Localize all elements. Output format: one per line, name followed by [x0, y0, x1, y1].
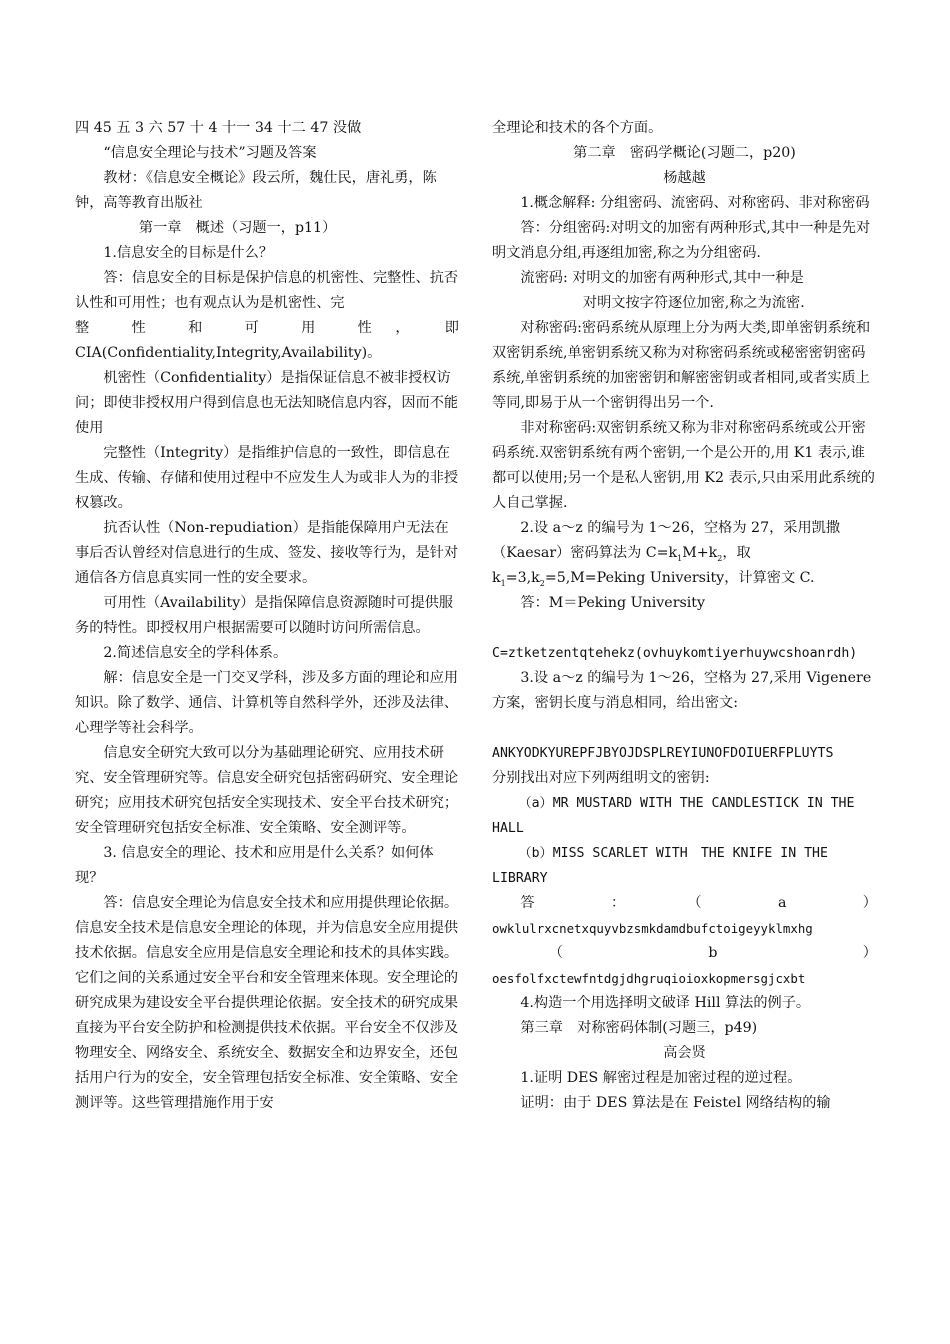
right-column — [492, 116, 877, 1116]
answer-b-label: （ b ） — [548, 945, 877, 961]
answer-2-2-plaintext: 答：M＝Peking University — [520, 595, 706, 611]
answer-1-1-justified: 整 性 和 可 用 性 ， 即 — [75, 320, 459, 336]
question-2-3: 3.设 a～z 的编号为 1～26，空格为 27,采用 Vigenere 方案，密钥长度与消息相同，给出密文: — [492, 670, 872, 711]
chapter-3-author: 高会贤 — [663, 1045, 706, 1061]
answer-1-2-part2: 信息安全研究大致可以分为基础理论研究、应用技术研究、安全管理研究等。信息安全研究包括密码研究、安全理论研究；应用技术研究包括安全实现技术、安全平台技术研究；安全管理研究包括安全标准、安全策略、安全测评等。 — [75, 745, 459, 836]
chapter-3-title: 第三章 对称密码体制(习题三，p49) — [520, 1020, 758, 1036]
question-2-1: 1.概念解释: 分组密码、流密码、对称密码、非对称密码 — [520, 195, 870, 211]
plaintext-a: （a）MR MUSTARD WITH THE CANDLESTICK IN THE HALL — [492, 796, 855, 836]
question-1-3: 3. 信息安全的理论、技术和应用是什么关系？如何体现？ — [75, 845, 434, 886]
question-1-1: 1.信息安全的目标是什么？ — [103, 245, 273, 261]
q2-text-d: =3,k — [505, 570, 540, 586]
q2-sub-1: 1 — [677, 553, 683, 563]
answer-symmetric: 对称密码:密码系统从原理上分为两大类,即单密钥系统和双密钥系统,单密钥系统又称为对称密码系统或秘密密钥密码系统,单密钥系统的加密密钥和解密密钥或者相同,或者实质上等同,即易于从一个密钥得出另一个. — [492, 320, 871, 411]
answer-a-label: 答 ： （ a ） — [520, 895, 877, 911]
q2-sub-4: 2 — [539, 578, 545, 588]
question-3-1: 1.证明 DES 解密过程是加密过程的逆过程。 — [520, 1070, 802, 1086]
q2-text-b: M+k — [682, 545, 718, 561]
question-1-2: 2.简述信息安全的学科体系。 — [103, 645, 288, 661]
stream-cipher-line2: 对明文按字符逐位加密,称之为流密. — [582, 295, 805, 311]
answer-1-1-cia: CIA(Confidentiality,Integrity,Availability)。 — [75, 345, 382, 361]
integrity-para: 完整性（Integrity）是指维护信息的一致性，即信息在生成、传输、存储和使用过程中不应发生人为或非人为的非授权篡改。 — [75, 445, 459, 511]
answer-stream-cipher — [492, 266, 877, 316]
non-repudiation-para: 抗否认性（Non-repudiation）是指能保障用户无法在事后否认曾经对信息进行的生成、签发、接收等行为，是针对通信各方信息真实同一性的安全要求。 — [75, 520, 459, 586]
proof-start: 证明：由于 DES 算法是在 Feistel 网络结构的输 — [520, 1095, 831, 1111]
confidentiality-para: 机密性（Confidentiality）是指保证信息不被非授权访问；即使非授权用户得到信息也无法知晓信息内容，因而不能使用 — [75, 370, 459, 436]
plaintext-b: （b）MISS SCARLET WITH THE KNIFE IN THE LIBRARY — [492, 846, 828, 886]
answer-1-2-part1: 解：信息安全是一门交叉学科，涉及多方面的理论和应用知识。除了数学、通信、计算机等自然科学外，还涉及法律、心理学等社会科学。 — [75, 670, 459, 736]
availability-para: 可用性（Availability）是指保障信息资源随时可提供服务的特性。即授权用户根据需要可以随时访问所需信息。 — [75, 595, 454, 636]
question-2-2 — [492, 516, 877, 591]
chapter-2-title: 第二章 密码学概论(习题二，p20) — [573, 145, 796, 161]
answer-block-cipher: 答：分组密码:对明文的加密有两种形式,其中一种是先对明文消息分组,再逐组加密,称之为分组密码. — [492, 220, 871, 261]
vigenere-ciphertext: ANKYODKYUREPFJBYOJDSPLREYIUNOFDOIUERFPLUYTS — [492, 746, 834, 761]
spacer — [492, 616, 877, 641]
left-column — [75, 116, 459, 1116]
q2-text-e: =5,M=Peking University，计算密文 C. — [544, 570, 815, 586]
answer-a-key: owklulrxcnetxquyvbzsmkdamdbufctoigeyyklmxhg — [492, 921, 813, 936]
q2-sub-2: 2 — [717, 553, 723, 563]
document-title: “信息安全理论与技术”习题及答案 — [103, 145, 317, 161]
answer-1-1: 答：信息安全的目标是保护信息的机密性、完整性、抗否认性和可用性；也有观点认为是机密性、完 — [75, 270, 459, 311]
question-2-4: 4.构造一个用选择明文破译 Hill 算法的例子。 — [520, 995, 811, 1011]
q2-text-c: ，取 k — [492, 545, 751, 586]
chapter-1-title: 第一章 概述（习题一，p11） — [138, 220, 337, 236]
question-2-3-find: 分别找出对应下列两组明文的密钥: — [492, 770, 710, 786]
answer-asymmetric: 非对称密码:双密钥系统又称为非对称密码系统或公开密码系统.双密钥系统有两个密钥,一个是公开的,用 K1 表示,谁都可以使用;另一个是私人密钥,用 K2 表示,只由采用此系统的人自己掌握. — [492, 420, 875, 511]
answer-1-3: 答：信息安全理论为信息安全技术和应用提供理论依据。信息安全技术是信息安全理论的体现，并为信息安全应用提供技术依据。信息安全应用是信息安全理论和技术的具体实践。它们之间的关系通过安全平台和安全管理来体现。安全理论的研究成果为建设安全平台提供理论依据。安全技术的研究成果直接为平台安全防护和检测提供技术依据。平台安全不仅涉及物理安全、网络安全、系统安全、数据安全和边界安全，还包括用户行为的安全，安全管理包括安全标准、安全策略、安全测评等。这些管理措施作用于安 — [75, 895, 459, 1111]
answer-b-key: oesfolfxctewfntdgjdhgruqioioxkopmersgjcxbt — [492, 971, 806, 986]
textbook-info: 教材：《信息安全概论》段云所，魏仕民，唐礼勇，陈钟，高等教育出版社 — [75, 170, 437, 211]
continued-text: 全理论和技术的各个方面。 — [492, 120, 663, 136]
answer-2-2-ciphertext: C=ztketzentqtehekz(ovhuykomtiyerhuywcshoanrdh) — [492, 646, 858, 661]
page-header-note: 四 45 五 3 六 57 十 4 十一 34 十二 47 没做 — [75, 120, 362, 136]
q2-text-a: 2.设 a～z 的编号为 1～26，空格为 27，采用凯撒（Kaesar）密码算法为 C=k — [492, 520, 841, 561]
q2-sub-3: 1 — [500, 578, 506, 588]
spacer — [492, 716, 877, 741]
stream-cipher-line1: 流密码: 对明文的加密有两种形式,其中一种是 — [520, 270, 804, 286]
chapter-2-author: 杨越越 — [663, 170, 706, 186]
